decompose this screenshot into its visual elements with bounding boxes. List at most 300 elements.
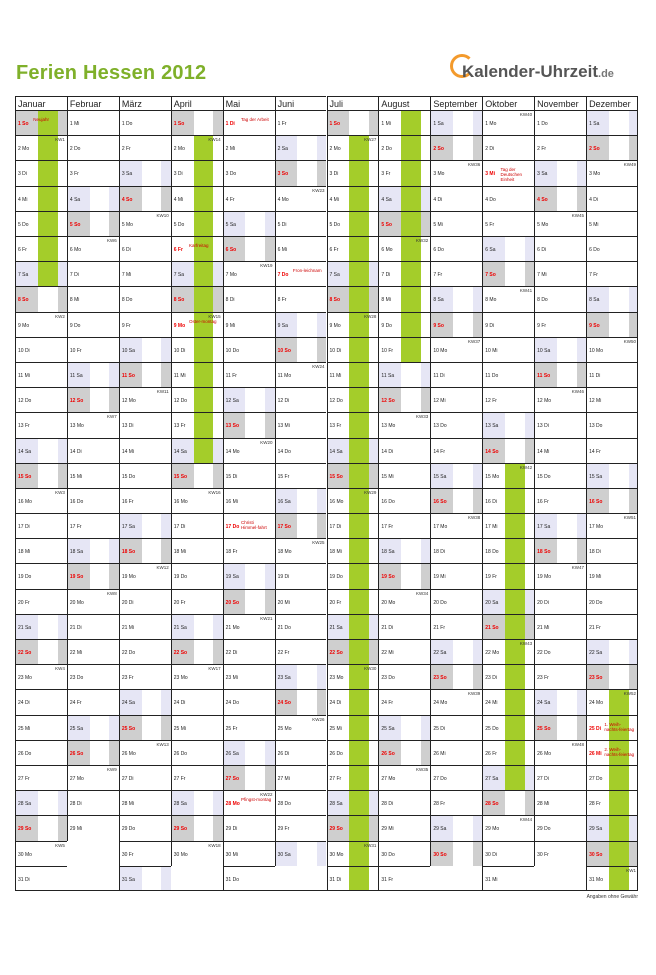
day-cell — [534, 286, 586, 311]
day-label: 8 Mi — [69, 297, 80, 304]
weekend-shade — [421, 539, 430, 563]
holiday-label: Christi Himmel-fahrt — [240, 520, 267, 531]
week-number: KW51 — [623, 515, 636, 521]
day-cell — [430, 110, 482, 135]
day-cell — [223, 639, 275, 664]
vacation-marker — [349, 413, 369, 437]
day-cell — [275, 740, 327, 765]
day-cell — [119, 765, 171, 790]
month-header-1: Februar — [67, 96, 119, 110]
day-label: 5 So — [69, 221, 81, 228]
week-number: KW2 — [55, 313, 65, 319]
vacation-marker — [505, 615, 525, 639]
day-label: 27 Mo — [381, 776, 396, 783]
day-cell — [275, 362, 327, 387]
day-cell — [119, 463, 171, 488]
day-cell — [482, 412, 534, 437]
day-label: 26 Do — [173, 750, 188, 757]
day-cell — [15, 135, 67, 160]
day-label: 1 Mi — [69, 121, 80, 127]
vacation-marker — [194, 413, 214, 437]
day-cell — [15, 715, 67, 740]
weekend-shade — [58, 287, 67, 311]
day-cell — [15, 513, 67, 538]
weekend-shade — [58, 439, 67, 463]
day-cell — [171, 765, 223, 790]
weekend-shade — [161, 338, 170, 362]
month-header-0: Januar — [15, 96, 67, 110]
day-label: 17 Mi — [485, 524, 498, 531]
brand-logo[interactable] — [462, 62, 614, 82]
day-label: 29 So — [18, 826, 32, 833]
day-cell — [275, 639, 327, 664]
day-cell — [586, 841, 638, 866]
vacation-marker — [609, 842, 629, 866]
weekend-shade — [161, 363, 170, 387]
day-label: 16 Sa — [277, 498, 291, 505]
day-cell — [171, 412, 223, 437]
vacation-marker — [349, 187, 369, 211]
day-label: 8 Di — [225, 297, 235, 304]
day-cell — [223, 589, 275, 614]
day-label: 27 Fr — [329, 776, 342, 783]
day-cell — [586, 563, 638, 588]
day-cell — [119, 866, 171, 891]
weekend-shade — [317, 489, 326, 513]
day-cell — [119, 261, 171, 286]
day-cell — [275, 589, 327, 614]
day-cell — [482, 186, 534, 211]
day-cell — [586, 337, 638, 362]
day-cell — [586, 513, 638, 538]
day-cell — [327, 513, 379, 538]
vacation-marker — [349, 640, 369, 664]
week-number: KW10 — [156, 212, 169, 218]
day-label: 15 So — [329, 473, 343, 480]
day-label: 8 So — [329, 297, 341, 304]
day-cell — [482, 715, 534, 740]
day-label: 5 So — [381, 221, 392, 228]
day-label: 2 So — [589, 146, 600, 153]
weekend-shade — [317, 338, 326, 362]
day-cell — [67, 110, 119, 135]
day-cell — [67, 135, 119, 160]
day-label: 7 Mo — [225, 272, 237, 279]
day-cell — [15, 110, 67, 135]
day-cell — [586, 740, 638, 765]
weekend-shade — [213, 816, 222, 840]
day-label: 16 Mo — [18, 498, 32, 505]
day-label: 20 So — [225, 599, 239, 606]
week-number: KW13 — [156, 741, 169, 747]
day-label: 28 So — [485, 801, 499, 808]
day-label: 1 So — [18, 121, 29, 127]
day-label: 16 Di — [485, 498, 497, 505]
day-label: 7 Sa — [18, 272, 29, 279]
day-label: 28 Di — [69, 801, 82, 808]
day-label: 28 Di — [381, 801, 394, 808]
day-cell — [586, 488, 638, 513]
weekend-shade — [317, 313, 326, 337]
day-cell — [67, 740, 119, 765]
day-cell — [67, 312, 119, 337]
weekend-shade — [473, 816, 482, 840]
day-label: 3 Sa — [537, 171, 548, 178]
weekend-shade — [317, 136, 326, 160]
day-cell — [171, 513, 223, 538]
weekend-shade — [58, 615, 67, 639]
vacation-marker — [194, 287, 214, 311]
day-label: 4 Mi — [18, 196, 28, 203]
day-label: 10 Do — [225, 347, 239, 354]
day-cell — [15, 614, 67, 639]
week-number: KW41 — [519, 288, 533, 294]
day-label: 10 Mi — [485, 347, 498, 354]
vacation-marker — [38, 237, 58, 261]
day-cell — [119, 790, 171, 815]
day-label: 25 Sa — [381, 725, 395, 732]
day-cell — [327, 236, 379, 261]
vacation-marker — [194, 388, 214, 412]
week-number: KW6 — [107, 237, 117, 243]
day-cell — [430, 639, 482, 664]
day-label: 25 So — [121, 725, 136, 732]
day-label: 16 So — [589, 498, 603, 505]
day-cell — [378, 664, 430, 689]
day-label: 23 Mo — [329, 675, 344, 682]
day-cell — [482, 463, 534, 488]
day-label: 30 Fr — [537, 851, 549, 858]
day-label: 5 Do — [173, 221, 185, 228]
week-number: KW47 — [571, 565, 585, 571]
day-label: 25 Fr — [225, 725, 238, 732]
day-label: 13 Do — [433, 423, 447, 430]
day-label: 4 So — [121, 196, 133, 203]
day-label: 6 Mi — [277, 246, 288, 253]
disclaimer: Angaben ohne Gewähr — [586, 894, 638, 900]
day-cell — [534, 815, 586, 840]
day-cell — [223, 715, 275, 740]
day-cell — [327, 135, 379, 160]
day-cell — [119, 563, 171, 588]
day-cell — [534, 160, 586, 185]
day-label: 17 Mo — [433, 524, 448, 531]
day-label: 7 So — [485, 272, 496, 279]
month-header-4: Mai — [223, 96, 275, 110]
day-label: 23 So — [433, 675, 447, 682]
day-cell — [534, 236, 586, 261]
day-label: 1 Fr — [277, 121, 287, 127]
day-label: 31 Di — [18, 876, 30, 883]
day-cell — [171, 614, 223, 639]
day-label: 29 So — [329, 826, 343, 833]
vacation-marker — [38, 161, 58, 185]
day-label: 15 Di — [225, 473, 238, 480]
day-cell — [586, 110, 638, 135]
day-label: 6 Fr — [18, 246, 27, 253]
day-label: 13 Fr — [18, 423, 30, 430]
day-label: 24 Di — [173, 700, 186, 707]
week-number: KW28 — [364, 313, 377, 319]
day-label: 3 Fr — [69, 171, 79, 178]
day-label: 17 Di — [329, 524, 342, 531]
day-cell — [430, 261, 482, 286]
day-cell — [275, 538, 327, 563]
day-cell — [171, 110, 223, 135]
day-cell — [482, 286, 534, 311]
day-cell — [223, 387, 275, 412]
day-cell — [15, 488, 67, 513]
holiday-label: Tag der Deutschen Einheit — [500, 167, 523, 183]
weekend-shade — [265, 212, 274, 236]
day-label: 24 Mo — [589, 700, 603, 707]
day-cell — [378, 236, 430, 261]
day-label: 19 So — [69, 574, 84, 581]
day-cell — [534, 563, 586, 588]
week-number: KW39 — [467, 691, 481, 697]
day-cell — [67, 463, 119, 488]
day-cell — [223, 412, 275, 437]
day-cell — [15, 312, 67, 337]
day-cell — [586, 236, 638, 261]
weekend-shade — [369, 640, 378, 664]
day-label: 12 Mo — [537, 398, 552, 405]
month-header-11: Dezember — [586, 96, 638, 110]
day-label: 21 Fr — [433, 624, 445, 631]
weekend-shade — [109, 363, 118, 387]
week-number: KW34 — [416, 590, 429, 596]
day-label: 14 Sa — [18, 448, 32, 455]
day-label: 27 Mi — [277, 776, 290, 783]
day-cell — [482, 689, 534, 714]
day-label: 22 So — [173, 650, 188, 657]
day-cell — [482, 740, 534, 765]
day-label: 21 Mi — [537, 624, 550, 631]
weekend-shade — [317, 161, 326, 185]
weekend-shade — [265, 237, 274, 261]
day-label: 30 Fr — [121, 851, 134, 858]
day-label: 26 Mi — [433, 750, 446, 757]
day-label: 14 So — [485, 448, 499, 455]
day-cell — [534, 513, 586, 538]
day-cell — [223, 135, 275, 160]
day-label: 26 Do — [18, 750, 32, 757]
day-cell — [327, 866, 379, 891]
weekend-shade — [109, 187, 118, 211]
vacation-marker — [194, 262, 214, 286]
day-cell — [327, 715, 379, 740]
weekend-shade — [161, 690, 170, 714]
day-label: 10 Di — [329, 347, 342, 354]
day-label: 1 Do — [537, 121, 548, 127]
day-label: 30 Di — [485, 851, 497, 858]
month-header-7: August — [378, 96, 430, 110]
day-label: 29 Mi — [69, 826, 83, 833]
day-label: 20 Do — [433, 599, 447, 606]
day-cell — [378, 815, 430, 840]
day-label: 17 Fr — [69, 524, 82, 531]
day-label: 14 Di — [381, 448, 394, 455]
day-label: 22 Do — [537, 650, 551, 657]
day-label: 22 Mi — [381, 650, 394, 657]
day-cell — [119, 312, 171, 337]
weekend-shade — [369, 287, 378, 311]
day-label: 25 Do — [485, 725, 499, 732]
week-number: KW26 — [312, 716, 325, 722]
day-cell — [67, 639, 119, 664]
weekend-shade — [213, 615, 222, 639]
vacation-marker — [194, 439, 214, 463]
weekend-shade — [629, 313, 638, 337]
day-label: 15 So — [18, 473, 32, 480]
day-cell — [430, 362, 482, 387]
weekend-shade — [58, 262, 67, 286]
weekend-shade — [629, 464, 638, 488]
day-cell — [67, 186, 119, 211]
day-label: 30 Sa — [277, 851, 291, 858]
day-cell — [378, 312, 430, 337]
day-cell — [275, 765, 327, 790]
day-label: 15 Sa — [433, 473, 447, 480]
day-cell — [275, 160, 327, 185]
day-label: 24 Mo — [433, 700, 448, 707]
day-cell — [378, 211, 430, 236]
day-cell — [327, 438, 379, 463]
day-label: 7 Mi — [537, 272, 547, 279]
day-label: 27 Di — [121, 776, 134, 783]
day-label: 25 Sa — [69, 725, 83, 732]
day-label: 6 So — [225, 246, 237, 253]
weekend-shade — [629, 287, 638, 311]
day-cell — [275, 110, 327, 135]
weekend-shade — [473, 464, 482, 488]
day-cell — [15, 261, 67, 286]
day-cell — [275, 715, 327, 740]
vacation-marker — [349, 464, 369, 488]
day-cell — [586, 639, 638, 664]
day-label: 28 Do — [277, 801, 291, 808]
day-label: 25 Di — [589, 725, 602, 732]
day-cell — [15, 538, 67, 563]
day-label: 13 So — [225, 423, 239, 430]
day-cell — [171, 790, 223, 815]
weekend-shade — [473, 111, 482, 135]
day-cell — [67, 337, 119, 362]
day-label: 21 Sa — [173, 624, 187, 631]
weekend-shade — [421, 741, 430, 765]
weekend-shade — [109, 212, 118, 236]
week-number: KW43 — [519, 641, 533, 647]
weekend-shade — [161, 514, 170, 538]
vacation-marker — [349, 791, 369, 815]
day-cell — [534, 186, 586, 211]
day-cell — [430, 463, 482, 488]
vacation-marker — [349, 287, 369, 311]
day-label: 13 Fr — [329, 423, 342, 430]
day-label: 21 Sa — [329, 624, 343, 631]
vacation-marker — [401, 136, 421, 160]
weekend-shade — [109, 741, 118, 765]
day-label: 6 Fr — [329, 246, 339, 253]
day-cell — [482, 790, 534, 815]
week-number: KW16 — [208, 489, 221, 495]
day-label: 9 Do — [69, 322, 81, 329]
day-cell — [119, 664, 171, 689]
day-cell — [275, 387, 327, 412]
day-cell — [67, 261, 119, 286]
weekend-shade — [421, 187, 430, 211]
day-cell — [15, 337, 67, 362]
day-cell — [430, 740, 482, 765]
weekend-shade — [525, 413, 534, 437]
day-label: 24 Fr — [69, 700, 82, 707]
weekend-shade — [421, 363, 430, 387]
day-label: 31 Fr — [381, 876, 394, 883]
day-cell — [223, 866, 275, 891]
vacation-marker — [38, 262, 58, 286]
day-label: 12 Mo — [121, 398, 136, 405]
day-label: 13 Sa — [485, 423, 499, 430]
day-label: 25 So — [537, 725, 551, 732]
vacation-marker — [349, 766, 369, 790]
vacation-marker — [349, 816, 369, 840]
day-cell — [15, 815, 67, 840]
day-label: 2 Mo — [18, 146, 30, 153]
day-cell — [430, 589, 482, 614]
day-label: 14 Mo — [225, 448, 240, 455]
vacation-marker — [401, 287, 421, 311]
holiday-label: Oster-montag — [189, 318, 217, 324]
day-label: 10 Di — [18, 347, 30, 354]
month-header-2: März — [119, 96, 171, 110]
day-label: 30 So — [589, 851, 603, 858]
day-cell — [327, 387, 379, 412]
day-cell — [15, 387, 67, 412]
vacation-marker — [194, 161, 214, 185]
day-cell — [223, 211, 275, 236]
day-label: 3 Fr — [381, 171, 391, 178]
week-number: KW9 — [107, 767, 117, 773]
day-cell — [586, 866, 638, 891]
day-cell — [15, 740, 67, 765]
weekend-shade — [525, 439, 534, 463]
day-cell — [586, 211, 638, 236]
day-label: 25 Di — [433, 725, 446, 732]
day-cell — [378, 463, 430, 488]
day-cell — [327, 740, 379, 765]
day-label: 17 Di — [18, 524, 30, 531]
day-label: 15 Sa — [589, 473, 603, 480]
day-cell — [171, 286, 223, 311]
vacation-marker — [505, 564, 525, 588]
vacation-marker — [505, 741, 525, 765]
day-cell — [327, 110, 379, 135]
day-label: 19 Mi — [433, 574, 446, 581]
day-label: 29 Mo — [485, 826, 500, 833]
day-cell — [534, 211, 586, 236]
holiday-label: Neujahr — [33, 117, 50, 122]
day-cell — [327, 589, 379, 614]
weekend-shade — [265, 766, 274, 790]
day-label: 22 Sa — [433, 650, 447, 657]
day-cell — [586, 463, 638, 488]
day-label: 28 Fr — [433, 801, 445, 808]
day-cell — [223, 689, 275, 714]
day-label: 4 Di — [589, 196, 598, 203]
vacation-marker — [401, 161, 421, 185]
week-number: KW32 — [416, 237, 429, 243]
day-label: 21 Do — [277, 624, 291, 631]
